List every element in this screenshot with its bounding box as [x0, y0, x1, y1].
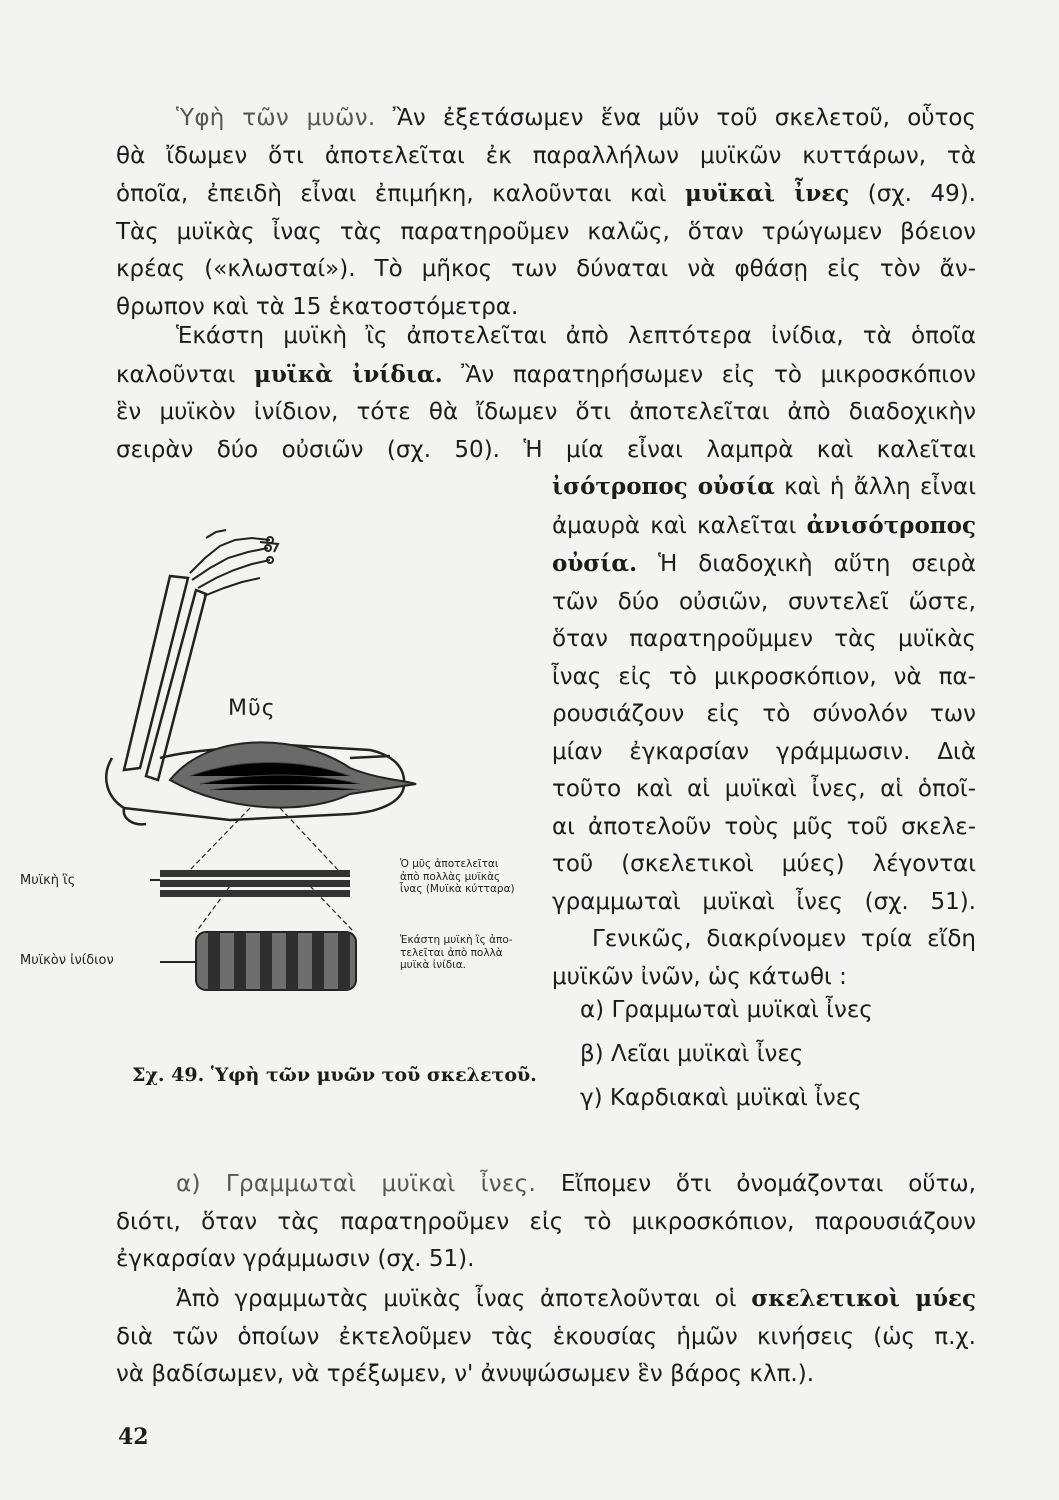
term-muscle-fibrils: μυϊκὰ ἰνίδια.: [254, 360, 443, 388]
text-line: Ὑφὴ τῶν μυῶν. Ἂν ἐξετάσωμεν ἕνα μῦν τοῦ σκελετοῦ, οὗτος: [176, 105, 976, 131]
text-line: διότι, ὅταν τὰς παρατηροῦμεν εἰς τὸ μικροσκόπιον, παρουσιάζουν: [116, 1208, 976, 1235]
label-muscle-fiber: Μυϊκὴ ἲς: [20, 873, 76, 888]
section-heading: α) Γραμμωταὶ μυϊκαὶ ἶνες.: [176, 1171, 537, 1197]
text-line: Ἀπὸ γραμμωτὰς μυϊκὰς ἶνας ἀποτελοῦνται οἱ σκελετικοὶ μύες: [176, 1285, 977, 1312]
forearm-bones-icon: [124, 576, 206, 780]
muscle-fiber-bundle-icon: [150, 870, 350, 897]
term-muscle-fibers: μυϊκαὶ ἶνες: [685, 180, 850, 207]
text-line: Τὰς μυϊκὰς ἶνας τὰς παρατηροῦμεν καλῶς, ὅταν τρώγωμεν βόειον: [116, 218, 976, 245]
text-line: τοῦ (σκελετικοὶ μύες) λέγονται: [552, 851, 976, 877]
paragraph-striated-fibers: [116, 1166, 976, 1279]
page-number: 42: [118, 1424, 149, 1450]
text-line: θὰ ἴδωμεν ὅτι ἀποτελεῖται ἐκ παραλλήλων μυϊκῶν κυττάρων, τὰ: [116, 142, 976, 169]
fiber-types-list: [580, 988, 873, 1120]
text-line: ἀμαυρὰ καὶ καλεῖται ἀνισότροπος: [552, 511, 976, 539]
arm-muscle-illustration: [20, 518, 560, 1118]
text-line: καλοῦνται μυϊκὰ ἰνίδια. Ἂν παρατηρήσωμεν εἰς τὸ μικροσκόπιον: [116, 360, 977, 388]
text-line: σειρὰν δύο οὐσιῶν (σχ. 50). Ἡ μία εἶναι λαμπρὰ καὶ καλεῖται: [116, 436, 976, 463]
term-skeletal-muscles: σκελετικοὶ μύες: [751, 1285, 977, 1312]
figure-caption: Σχ. 49. Ὑφὴ τῶν μυῶν τοῦ σκελετοῦ.: [132, 1064, 537, 1086]
paragraph-skeletal-muscles: [116, 1280, 976, 1394]
text-line: ἶνας εἰς τὸ μικροσκόπιον, νὰ πα-: [552, 663, 976, 690]
section-heading: Ὑφὴ τῶν μυῶν.: [176, 105, 376, 131]
text-line: κρέας («κλωσταί»). Τὸ μῆκος των δύναται νὰ φθάσῃ εἰς τὸν ἄν-: [116, 256, 976, 282]
text-line: μυϊκῶν ἰνῶν, ὡς κάτωθι :: [552, 963, 847, 990]
text-line: ἰσότροπος οὐσία καὶ ἡ ἄλλη εἶναι: [552, 473, 976, 500]
text-line: οὐσία. Ἡ διαδοχικὴ αὕτη σειρὰ: [552, 550, 976, 577]
text-line: μίαν ἐγκαρσίαν γράμμωσιν. Διὰ: [552, 738, 976, 765]
text-line: α) Γραμμωταὶ μυϊκαὶ ἶνες. Εἴπομεν ὅτι ὀνομάζονται οὕτω,: [176, 1171, 976, 1197]
hand-skeleton-icon: [190, 530, 278, 596]
text-line: ρουσιάζουν εἰς τὸ σύνολόν των: [552, 701, 976, 727]
note-fiber-composition: Ἑκάστη μυϊκὴ ἲς ἀπο- τελεῖται ἀπὸ πολλὰ μυϊκὰ ἰνίδια.: [400, 934, 513, 971]
list-item: γ) Καρδιακαὶ μυϊκαὶ ἶνες: [580, 1085, 862, 1111]
text-line: Ἑκάστη μυϊκὴ ἲς ἀποτελεῖται ἀπὸ λεπτότερα ἰνίδια, τὰ ὁποῖα: [176, 323, 976, 349]
text-line: τῶν δύο οὐσιῶν, συντελεῖ ὥστε,: [552, 588, 976, 615]
term-anisotropic: ἀνισότροπος: [806, 511, 976, 539]
paragraph-muscle-structure: [116, 100, 976, 326]
paragraph-fibrils-column: [552, 468, 976, 996]
text-line: νὰ βαδίσωμεν, νὰ τρέξωμεν, ν' ἀνυψώσωμεν ἓν βάρος κλπ.).: [116, 1361, 815, 1387]
muscle-fibril-icon: [160, 932, 356, 990]
text-line: ὅταν παρατηροῦμμεν τὰς μυϊκὰς: [552, 626, 976, 652]
text-line: ἓν μυϊκὸν ἰνίδιον, τότε θὰ ἴδωμεν ὅτι ἀποτελεῖται ἀπὸ διαδοχικὴν: [116, 399, 976, 425]
text-line: τοῦτο καὶ αἱ μυϊκαὶ ἶνες, αἱ ὁποῖ-: [552, 776, 976, 802]
text-line: ἐγκαρσίαν γράμμωσιν (σχ. 51).: [116, 1246, 475, 1272]
text-line: διὰ τῶν ὁποίων ἐκτελοῦμεν τὰς ἑκουσίας ἡμῶν κινήσεις (ὡς π.χ.: [116, 1323, 976, 1350]
label-muscle-fibril: Μυϊκὸν ἰνίδιον: [20, 953, 114, 968]
term-substance: οὐσία.: [552, 550, 638, 577]
text-line: ὁποῖα, ἐπειδὴ εἶναι ἐπιμήκη, καλοῦνται καὶ μυϊκαὶ ἶνες (σχ. 49).: [116, 180, 976, 207]
muscle-label: Μῦς: [228, 696, 276, 721]
term-isotropic-substance: ἰσότροπος οὐσία: [552, 473, 775, 500]
list-item: β) Λεῖαι μυϊκαὶ ἶνες: [580, 1041, 804, 1067]
text-line: αι ἀποτελοῦν τοὺς μῦς τοῦ σκελε-: [552, 813, 976, 840]
text-line: θρωπον καὶ τὰ 15 ἑκατοστόμετρα.: [116, 293, 519, 320]
note-muscle-composition: Ὁ μῦς ἀποτελεῖται ἀπὸ πολλὰς μυϊκὰς ἶνας (Μυϊκὰ κύτταρα): [400, 858, 515, 895]
figure-49: [20, 518, 560, 1118]
text-line: γραμμωταὶ μυϊκαὶ ἶνες (σχ. 51).: [552, 888, 976, 915]
list-item: α) Γραμμωταὶ μυϊκαὶ ἶνες: [580, 997, 873, 1023]
text-line: Γενικῶς, διακρίνομεν τρία εἴδη: [592, 926, 976, 952]
paragraph-fibrils: [116, 318, 976, 469]
